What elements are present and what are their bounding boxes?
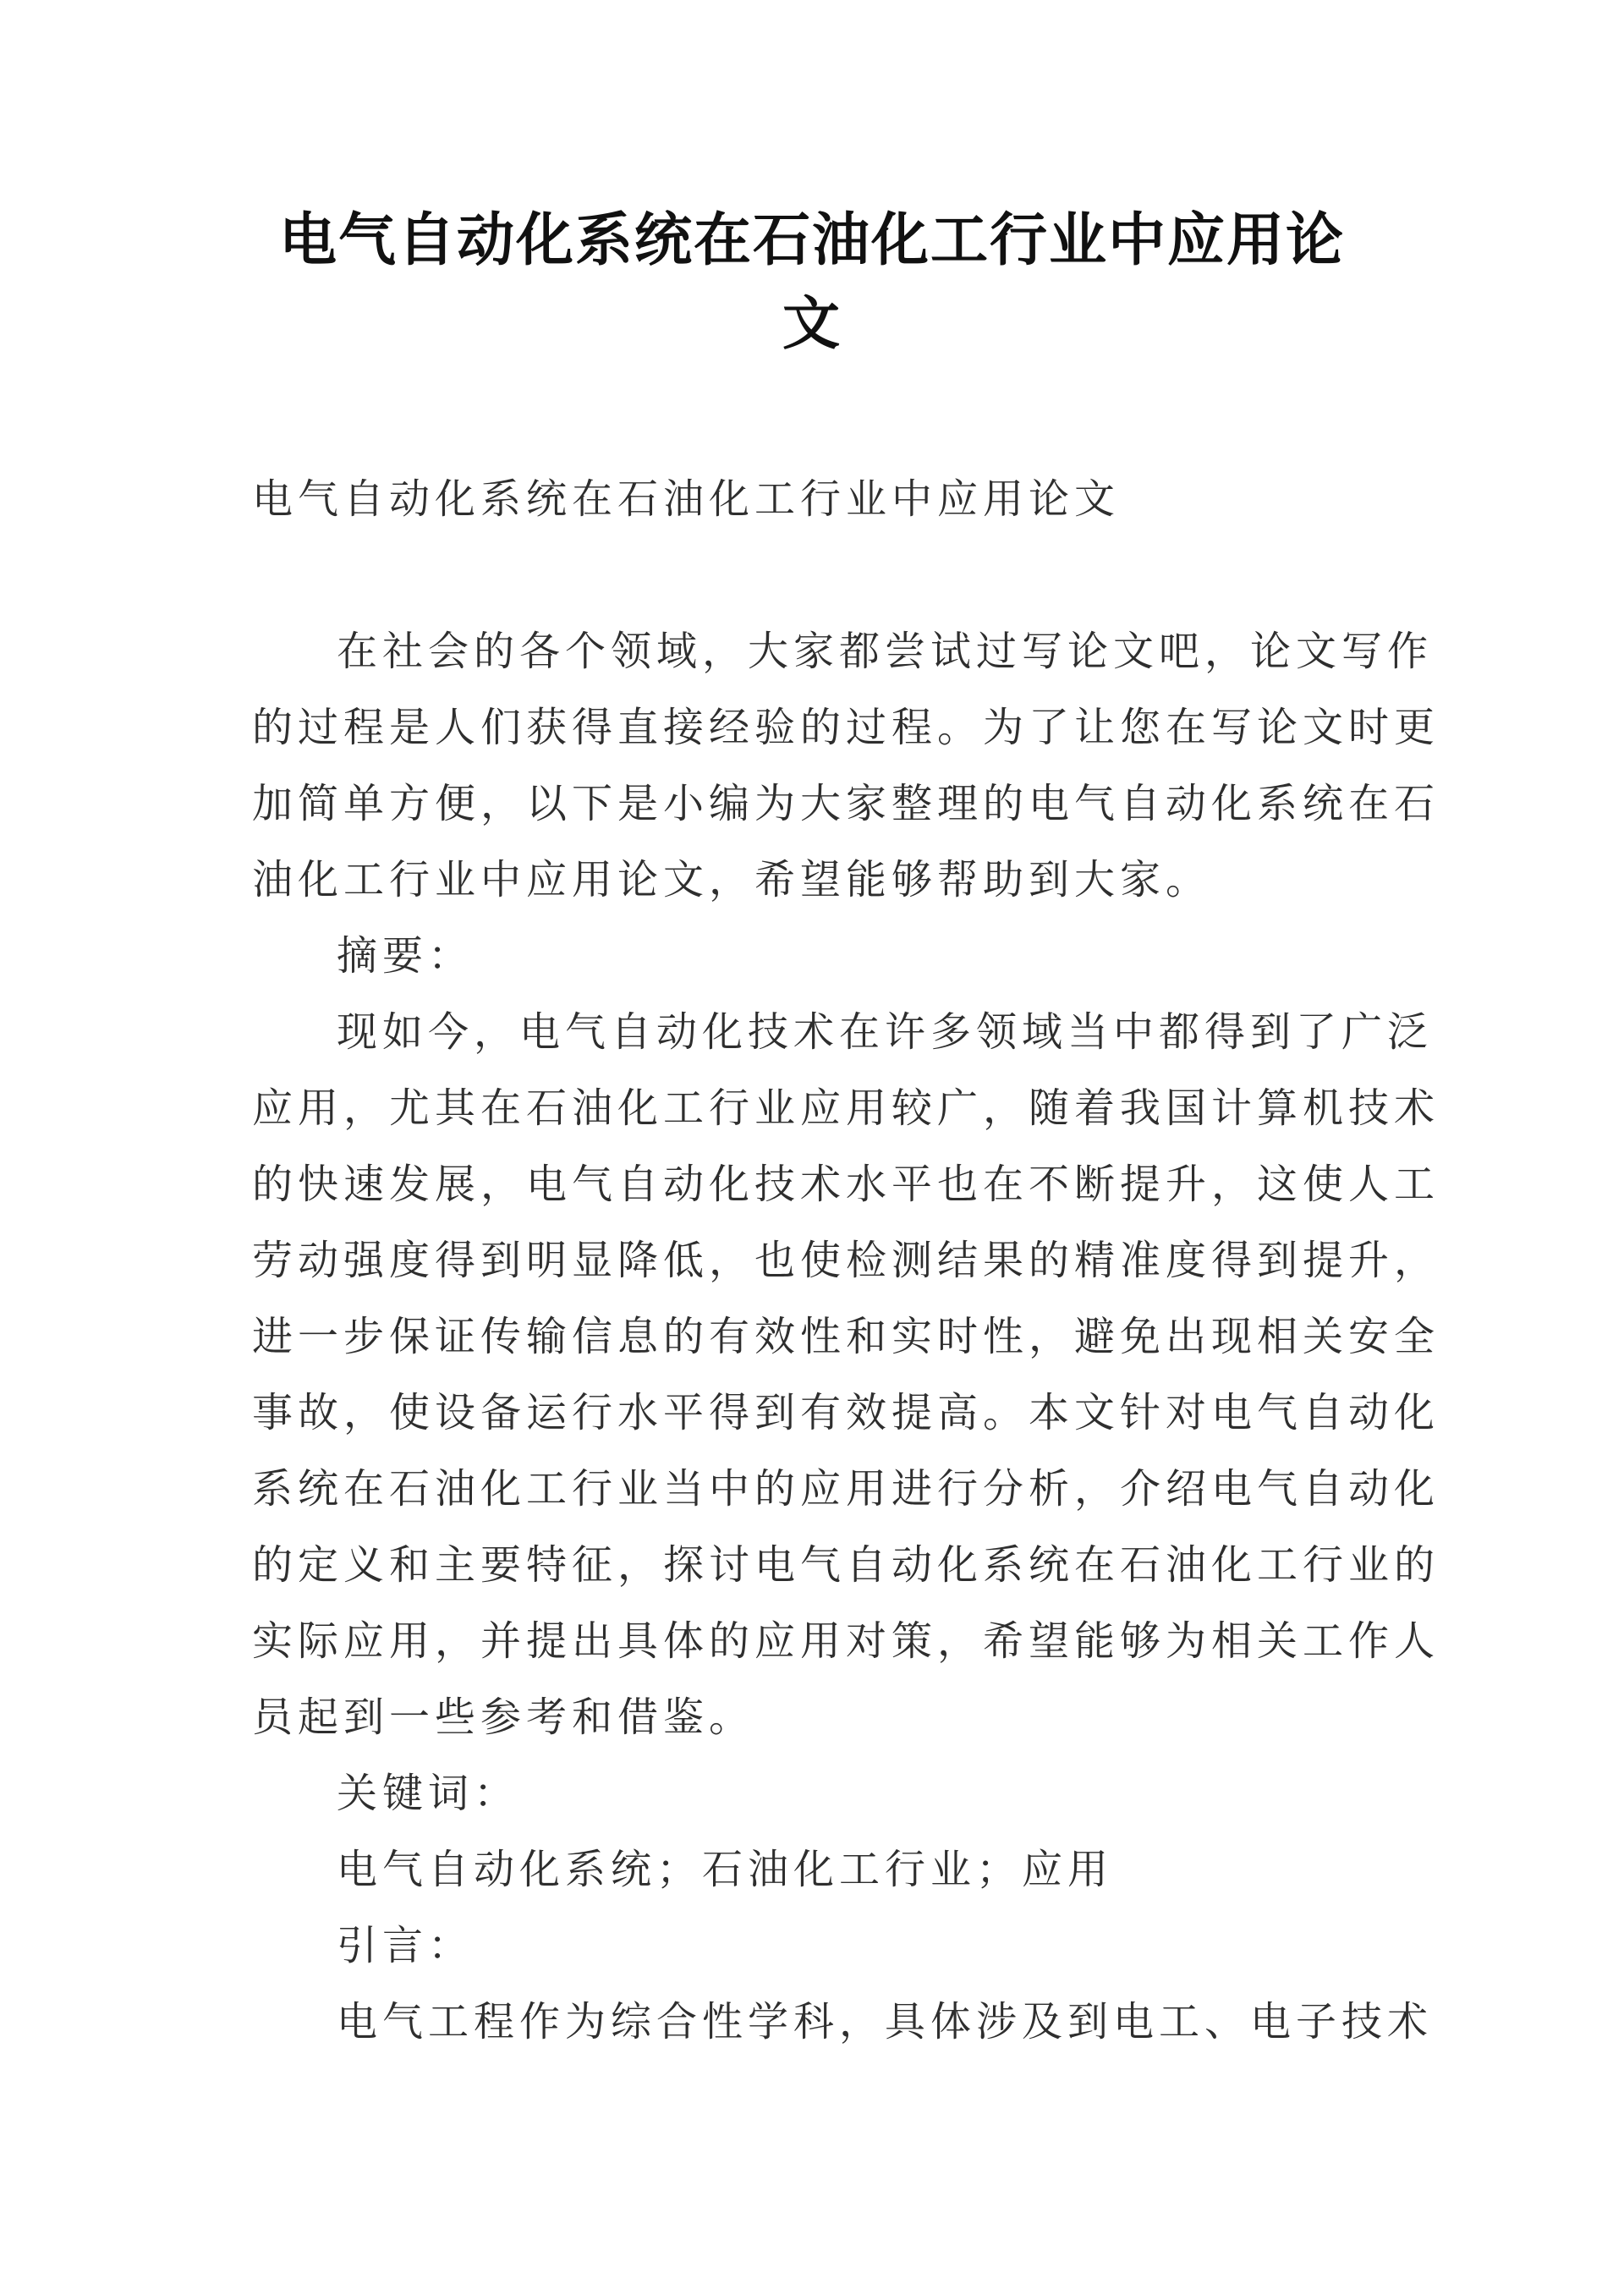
intro-line-3: 加简单方便，以下是小编为大家整理的电气自动化系统在石 <box>252 780 1440 827</box>
keywords-text: 电气自动化系统；石油化工行业；应用 <box>337 1846 1114 1893</box>
abstract-line-6: 事故，使设备运行水平得到有效提高。本文针对电气自动化 <box>252 1389 1440 1436</box>
document-subtitle: 电气自动化系统在石油化工行业中应用论文 <box>252 475 1121 523</box>
intro-line-4: 油化工行业中应用论文，希望能够帮助到大家。 <box>252 856 1212 903</box>
preface-heading: 引言： <box>337 1922 475 1969</box>
preface-line-1: 电气工程作为综合性学科，具体涉及到电工、电子技术 <box>337 1998 1434 2045</box>
keywords-heading: 关键词： <box>337 1770 520 1817</box>
abstract-line-5: 进一步保证传输信息的有效性和实时性，避免出现相关安全 <box>252 1313 1440 1360</box>
abstract-line-8: 的定义和主要特征，探讨电气自动化系统在石油化工行业的 <box>252 1541 1440 1589</box>
intro-line-1: 在社会的各个领域，大家都尝试过写论文吧，论文写作 <box>337 628 1434 675</box>
abstract-line-7: 系统在石油化工行业当中的应用进行分析，介绍电气自动化 <box>252 1465 1440 1513</box>
intro-line-2: 的过程是人们获得直接经验的过程。为了让您在写论文时更 <box>252 704 1440 751</box>
abstract-line-1: 现如今，电气自动化技术在许多领域当中都得到了广泛 <box>337 1008 1434 1056</box>
abstract-line-3: 的快速发展，电气自动化技术水平也在不断提升，这使人工 <box>252 1161 1440 1208</box>
abstract-line-2: 应用，尤其在石油化工行业应用较广，随着我国计算机技术 <box>252 1084 1440 1132</box>
abstract-line-4: 劳动强度得到明显降低，也使检测结果的精准度得到提升， <box>252 1237 1440 1284</box>
abstract-heading: 摘要： <box>337 932 475 980</box>
abstract-line-10: 员起到一些参考和借鉴。 <box>252 1694 755 1741</box>
document-title-line-2: 文 <box>782 291 842 358</box>
document-title-line-1: 电气自动化系统在石油化工行业中应用论 <box>278 207 1345 274</box>
abstract-line-9: 实际应用，并提出具体的应用对策，希望能够为相关工作人 <box>252 1617 1440 1665</box>
